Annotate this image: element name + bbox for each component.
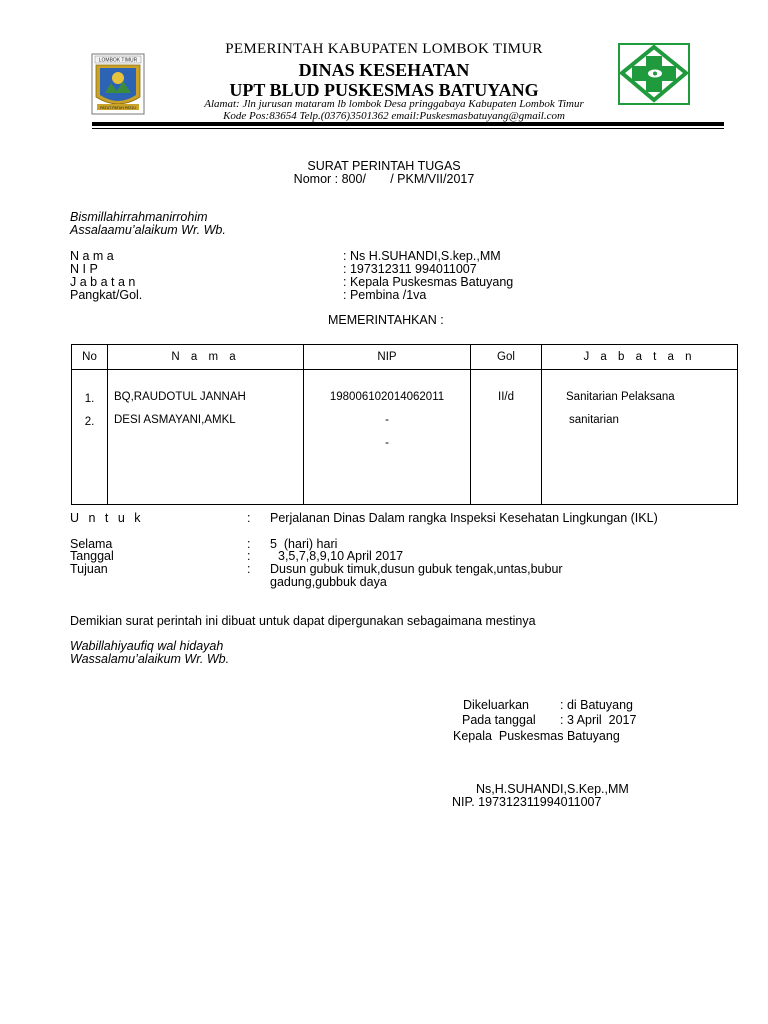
cell-gols <box>471 370 542 505</box>
purpose-value: Perjalanan Dinas Dalam rangka Inspeksi Kesehatan Lingkungan (IKL) <box>270 511 658 525</box>
destination-value: Dusun gubuk timuk,dusun gubuk tengak,untas,bubur gadung,gubbuk daya <box>270 562 563 589</box>
date-colon: : <box>247 549 251 563</box>
cell-names <box>108 370 304 505</box>
issuer-rank-label: Pangkat/Gol. <box>70 288 143 302</box>
assignee-nip: 198006102014062011 <box>329 391 445 403</box>
issuer-position-value: : Kepala Puskesmas Batuyang <box>343 275 514 289</box>
puskesmas-logo <box>618 43 690 105</box>
closing-line-1: Wabillahiyaufiq wal hidayah <box>70 639 224 653</box>
letter-number: Nomor : 800/ / PKM/VII/2017 <box>293 172 475 186</box>
issued-date-label: Pada tanggal <box>462 713 536 727</box>
date-value: 3,5,7,8,9,10 April 2017 <box>278 549 404 563</box>
issuer-nip-label: N I P <box>70 262 98 276</box>
agency-title: DINAS KESEHATAN <box>298 60 470 80</box>
assignment-table <box>71 344 738 505</box>
duration-value: 5 (hari) hari <box>270 537 338 551</box>
issuer-name-value: : Ns H.SUHANDI,S.kep.,MM <box>343 249 501 263</box>
assignee-position: sanitarian <box>569 414 619 426</box>
signer-nip: NIP. 197312311994011007 <box>452 795 602 809</box>
issuer-rank-value: : Pembina /1va <box>343 288 427 302</box>
issued-at-value: : di Batuyang <box>560 698 633 712</box>
row-number: 2. <box>84 416 95 428</box>
closing-line-2: Wassalamu’alaikum Wr. Wb. <box>70 652 230 666</box>
assignee-name: BQ,RAUDOTUL JANNAH <box>114 391 246 403</box>
cell-nips <box>304 370 471 505</box>
table-row <box>72 370 738 505</box>
signer-name: Ns,H.SUHANDI,S.Kep.,MM <box>476 782 629 796</box>
issuer-name-label: N a m a <box>70 249 114 263</box>
col-header-gol: Gol <box>471 345 542 370</box>
header-rule-thin <box>92 128 724 129</box>
duration-colon: : <box>247 537 251 551</box>
assignee-gol: II/d <box>498 391 514 403</box>
table-header-row <box>72 345 738 370</box>
assignee-position: Sanitarian Pelaksana <box>566 391 675 403</box>
col-header-position: J a b a t a n <box>542 345 738 370</box>
issuer-position-label: J a b a t a n <box>70 275 136 289</box>
command-heading: MEMERINTAHKAN : <box>328 313 444 327</box>
destination-label: Tujuan <box>70 562 108 576</box>
assignee-name: DESI ASMAYANI,AMKL <box>114 414 236 426</box>
letter-title: SURAT PERINTAH TUGAS <box>307 159 461 173</box>
issued-date-value: : 3 April 2017 <box>560 713 637 727</box>
closing-statement: Demikian surat perintah ini dibuat untuk dapat dipergunakan sebagaimana mestinya <box>70 614 536 628</box>
basmalah: Bismillahirrahmanirrohim <box>70 210 208 224</box>
duration-label: Selama <box>70 537 113 551</box>
date-label: Tanggal <box>70 549 114 563</box>
salutation: Assalaamu’alaikum Wr. Wb. <box>70 223 226 237</box>
row-number: 1. <box>84 393 95 405</box>
purpose-label: U n t u k <box>70 511 144 525</box>
col-header-nip: NIP <box>304 345 471 370</box>
issuer-nip-value: : 197312311 994011007 <box>343 262 477 276</box>
purpose-colon: : <box>247 511 251 525</box>
government-header: PEMERINTAH KABUPATEN LOMBOK TIMUR <box>225 41 543 57</box>
cell-positions <box>542 370 738 505</box>
address-line: Alamat: Jln jurusan mataram lb lombok Desa pringgabaya Kabupaten Lombok Timur <box>204 98 584 110</box>
col-header-name: N a m a <box>108 345 304 370</box>
destination-colon: : <box>247 562 251 576</box>
logo-motto-text: PATUT PATUH PATJU <box>100 105 136 110</box>
logo-top-text: LOMBOK TIMUR <box>98 57 138 64</box>
col-header-no: No <box>72 345 108 370</box>
contact-line: Kode Pos:83654 Telp.(0376)3501362 email:Puskesmasbatuyang@gmail.com <box>223 110 565 122</box>
institution-title: UPT BLUD PUSKESMAS BATUYANG <box>229 80 539 100</box>
issued-at-label: Dikeluarkan <box>463 698 530 712</box>
cell-no <box>72 370 108 505</box>
assignee-nip: - <box>385 414 389 426</box>
signer-role: Kepala Puskesmas Batuyang <box>453 729 620 743</box>
header-rule-thick <box>92 122 724 126</box>
assignee-nip: - <box>385 437 389 449</box>
